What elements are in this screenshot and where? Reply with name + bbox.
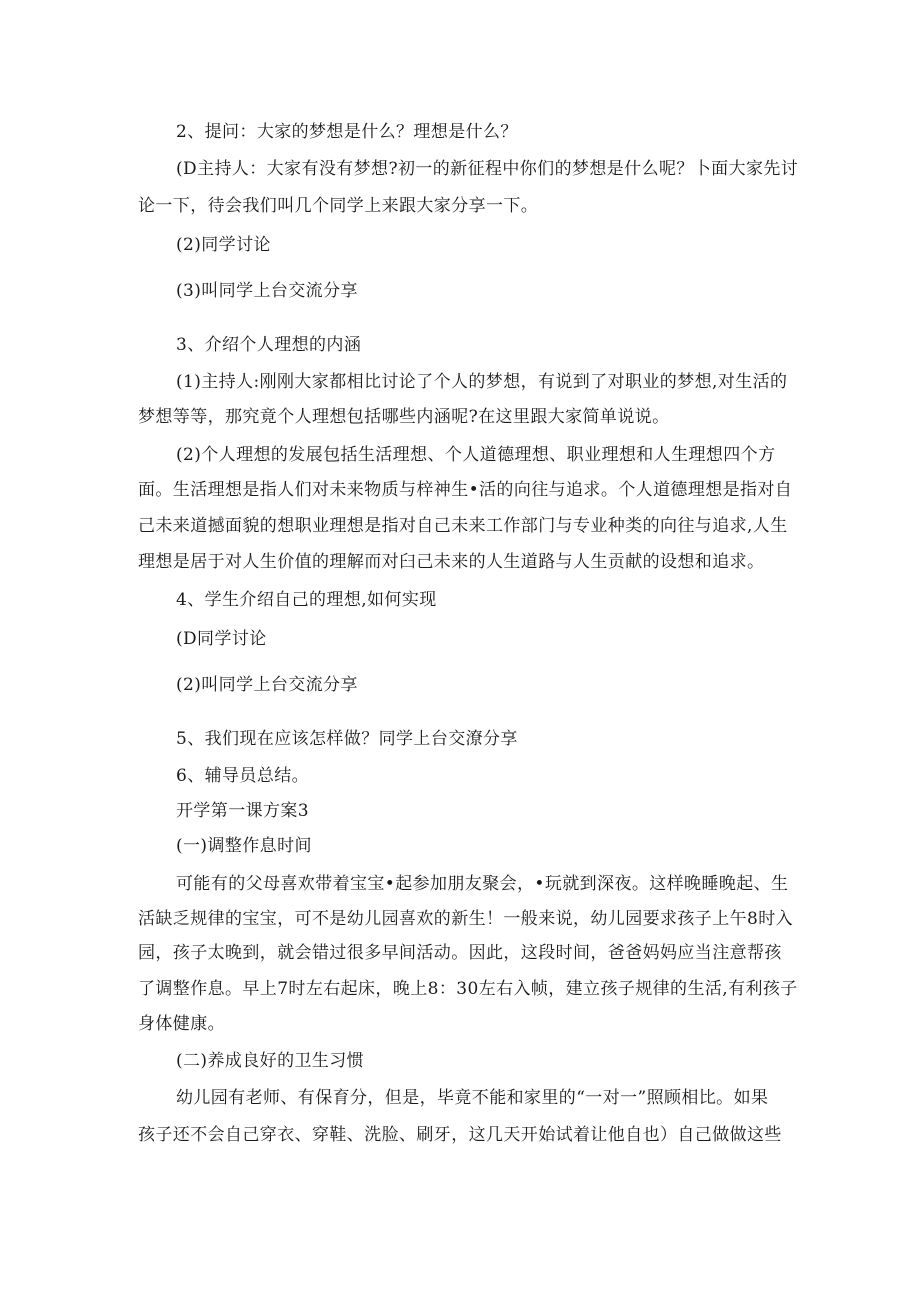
paragraph-line: 己未来道撼面貌的想职业理想是指对自己未来工作部门与专业种类的向往与追求,人生: [138, 516, 788, 536]
paragraph-line: 孩子还不会自己穿衣、穿鞋、洗脸、刷牙，这几天开始试着让他自也）自己做做这些: [138, 1125, 782, 1145]
paragraph-line: 幼儿园有老师、有保育分，但是，毕竟不能和家里的“一对一”照顾相比。如果: [176, 1088, 769, 1108]
subheading-hygiene: (二)养成良好的卫生习惯: [176, 1051, 365, 1071]
paragraph-line: 园，孩子太晚到，就会错过很多早间活动。因此，这段时间，爸爸妈妈应当注意帮孩: [138, 943, 782, 963]
paragraph-line: 可能有的父母喜欢带着宝宝•起参加朋友聚会，•玩就到深夜。这样晚睡晚起、生: [176, 874, 789, 894]
paragraph-line: (1)主持人:刚刚大家都相比讨论了个人的梦想，有说到了对职业的梦想,对生活的: [176, 372, 788, 392]
heading-6-summary: 6、辅导员总结。: [176, 766, 310, 786]
paragraph-line: 活缺乏规律的宝宝，可不是幼儿园喜欢的新生！一般来说，幼儿园要求孩子上午8时入: [138, 909, 794, 929]
section-title-plan-3: 开学第一课方案3: [176, 801, 310, 821]
paragraph-line: 身体健康。: [138, 1014, 225, 1034]
paragraph-line: 理想是居于对人生价值的理解而对臼己未来的人生道路与人生贡献的设想和追求。: [138, 552, 765, 572]
paragraph-line: (2)个人理想的发展包括生活理想、个人道德理想、职业理想和人生理想四个方: [176, 445, 776, 465]
heading-3-intro: 3、介绍个人理想的内涵: [176, 335, 362, 355]
paragraph-line: 了调整作息。早上7时左右起床，晚上8：30左右入帧，建立孩子规律的生活,有利孩子: [138, 979, 798, 999]
list-item: (2)叫同学上台交流分享: [176, 675, 358, 695]
subheading-schedule: (一)调整作息时间: [176, 836, 312, 856]
list-item: (2)同学讨论: [176, 235, 271, 255]
heading-5-action: 5、我们现在应该怎样做？同学上台交潦分享: [176, 729, 518, 749]
list-item: (3)叫同学上台交流分享: [176, 281, 358, 301]
paragraph-line: 面。生活理想是指人们对未来物质与梓神生•活的向往与追求。个人道德理想是指对自: [138, 480, 793, 500]
paragraph-line: 论一下，待会我们叫几个同学上来跟大家分享一下。: [138, 196, 539, 216]
list-item: (D同学讨论: [176, 629, 267, 649]
paragraph-line: 梦想等等，那究竟个人理想包括哪些内涵呢?在这里跟大家简单说说。: [138, 407, 670, 427]
heading-2-question: 2、提问：大家的梦想是什么？理想是什么？: [176, 122, 518, 142]
paragraph-line: (D主持人：大家有没有梦想?初一的新征程中你们的梦想是什么呢？卜面大家先讨: [176, 159, 799, 179]
heading-4-students: 4、学生介绍自己的理想,如何实现: [176, 590, 437, 610]
